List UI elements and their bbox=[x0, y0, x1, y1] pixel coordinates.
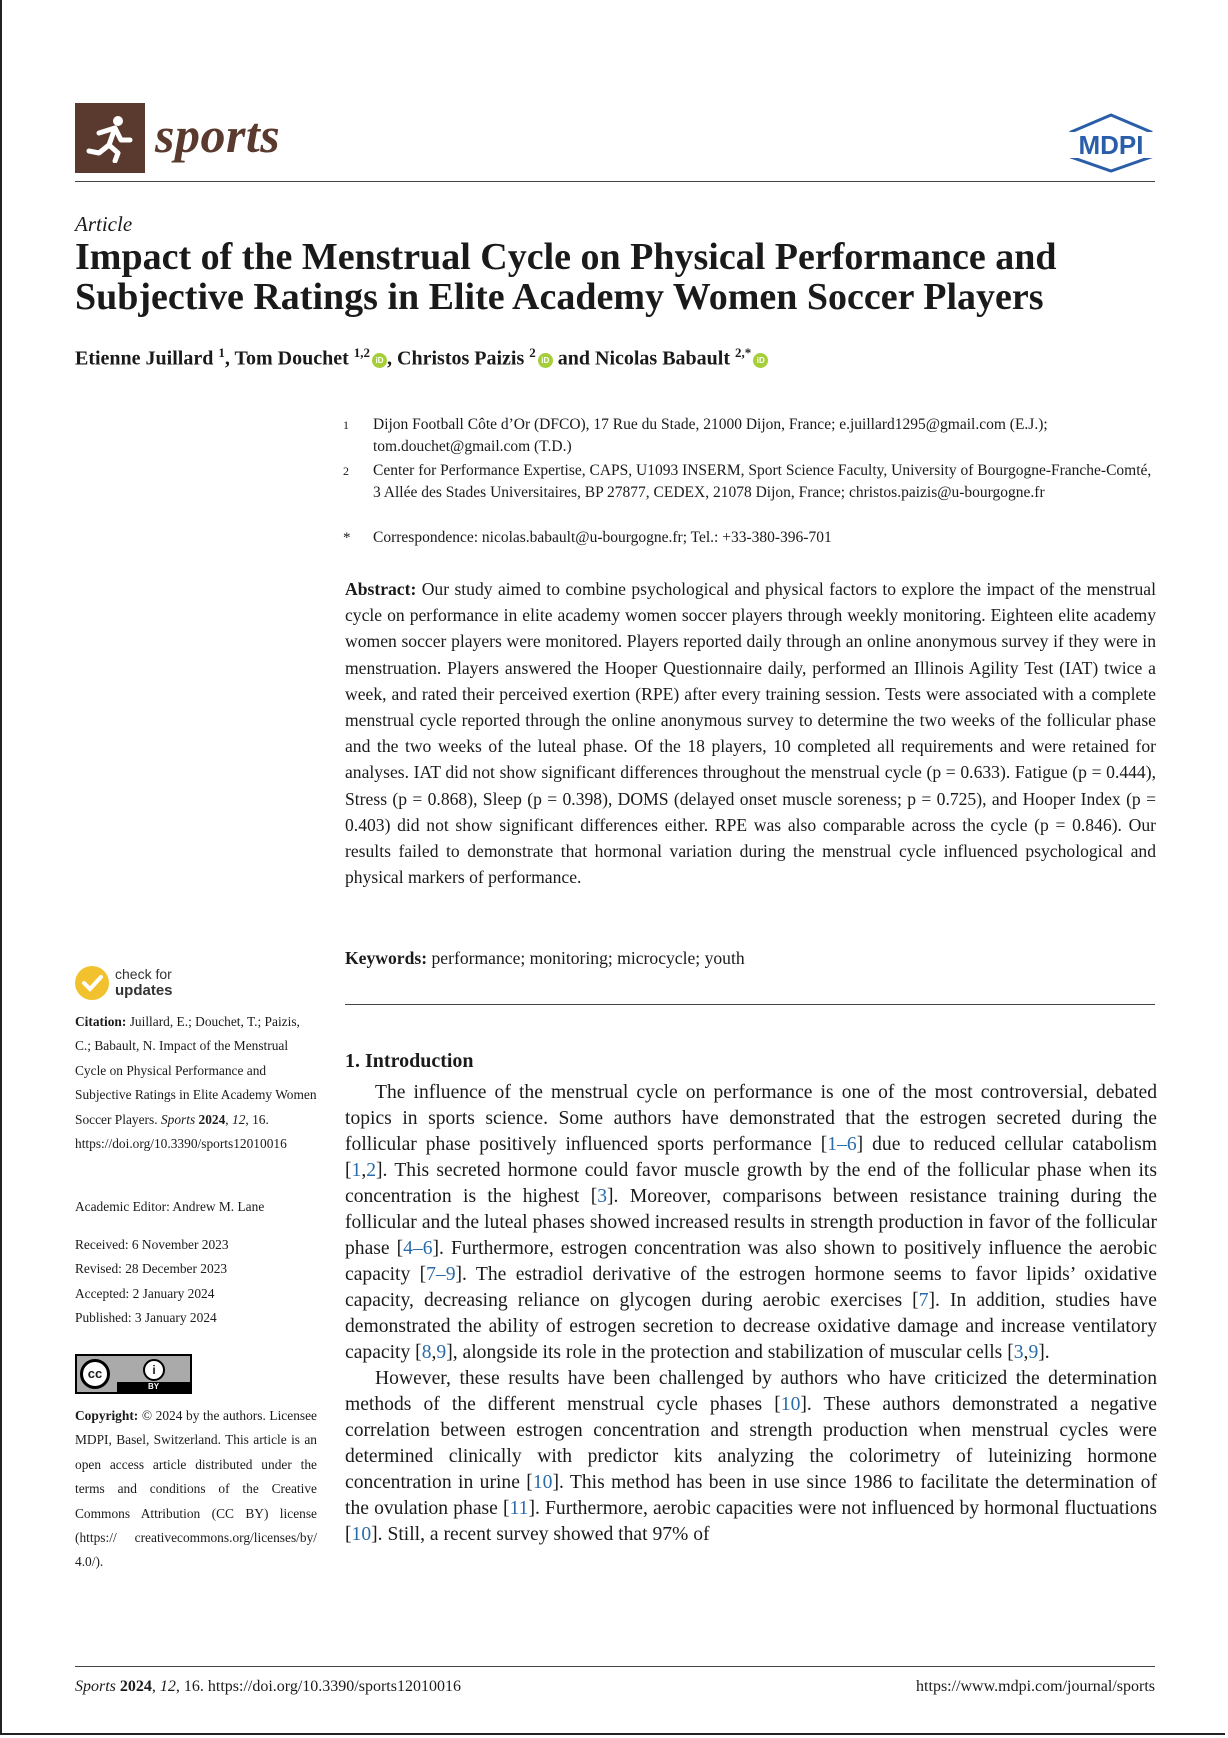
footer-rule bbox=[75, 1666, 1155, 1667]
author-separator: and bbox=[552, 347, 595, 370]
author-affiliation-sup: 1,2 bbox=[353, 345, 371, 360]
footer-doi[interactable]: , 16. https://doi.org/10.3390/sports12010016 bbox=[175, 1678, 461, 1695]
citation-link[interactable]: 11 bbox=[509, 1498, 529, 1519]
author-name: Christos Paizis bbox=[397, 347, 525, 370]
intro-text: ]. This method has been in use since 1986 to facilitate the determination of the ovulation phase [ bbox=[345, 1472, 1157, 1519]
article-type: Article bbox=[75, 212, 133, 236]
intro-text: ]. In addition, studies have demonstrated the ability of estrogen secretion to decrease oxidative damage and increase ventilatory capacity [ bbox=[345, 1290, 1157, 1363]
header-rule bbox=[75, 181, 1155, 182]
affiliation-text: Dijon Football Côte d’Or (DFCO), 17 Rue du Stade, 21000 Dijon, France; e.juillard1295@gmail.com (E.J.); tom.douchet@gmail.com (T.D.) bbox=[373, 416, 1048, 455]
keywords-label: Keywords: bbox=[345, 948, 428, 968]
orcid-icon[interactable]: iD bbox=[753, 353, 768, 368]
cc-by-license-badge[interactable] bbox=[75, 1354, 192, 1394]
cc-icon: cc bbox=[80, 1359, 110, 1389]
intro-text: ]. Still, a recent survey showed that 97% of bbox=[371, 1524, 710, 1545]
orcid-icon[interactable]: iD bbox=[538, 353, 553, 368]
intro-text: , bbox=[431, 1342, 437, 1363]
journal-name: sports bbox=[155, 107, 281, 163]
by-label: BY bbox=[117, 1382, 190, 1392]
copyright-label: Copyright: bbox=[75, 1408, 139, 1423]
intro-text: The influence of the menstrual cycle on performance is one of the most controversial, debated topics in sports science. Some authors have demonstrated that the estrogen secreted during the follicular phase positively influenced sports performance [ bbox=[345, 1082, 1157, 1155]
affiliation-mark: 2 bbox=[343, 464, 349, 478]
title-line: Subjective Ratings in Elite Academy Women Soccer Players bbox=[75, 276, 1044, 318]
affiliation-text: Center for Performance Expertise, CAPS, U1093 INSERM, Sport Science Faculty, University of Bourgogne-Franche-Comté, 3 Allée des Stades Universitaires, BP 27877, CEDEX, 21078 Dijon, France; christos.paizis@u-bourgogne.fr bbox=[373, 462, 1152, 501]
footer-volume: 12 bbox=[159, 1678, 176, 1695]
intro-text: ], alongside its role in the protection and stabilization of muscular cells [ bbox=[446, 1342, 1014, 1363]
academic-editor: Academic Editor: Andrew M. Lane bbox=[75, 1199, 265, 1214]
citation-link[interactable]: 2 bbox=[366, 1160, 377, 1181]
abstract bbox=[345, 576, 1156, 890]
citation-link[interactable]: 1–6 bbox=[827, 1134, 857, 1155]
copyright-text: © 2024 by the authors. Licensee MDPI, Basel, Switzerland. This article is an open access article distributed under the terms and conditions of the Creative Commons Attribution (CC BY) license (https:// creativecommons.org/licenses/by/ 4.0/). bbox=[75, 1408, 317, 1570]
footer-journal: Sports bbox=[75, 1678, 116, 1695]
check-icon bbox=[75, 966, 109, 1000]
intro-text: ] due to reduced cellular catabolism [ bbox=[345, 1134, 1157, 1181]
author-name: Nicolas Babault bbox=[595, 347, 731, 370]
citation-volume: 12 bbox=[232, 1111, 246, 1127]
keywords bbox=[345, 948, 745, 969]
date-received: Received: 6 November 2023 bbox=[75, 1237, 229, 1252]
title-line: Impact of the Menstrual Cycle on Physical Performance and bbox=[75, 236, 1057, 278]
mdpi-logo-text: MDPI bbox=[1078, 130, 1144, 160]
abstract-text: Our study aimed to combine psychological and physical factors to explore the impact of the menstrual cycle on performance in elite academy women soccer players through weekly monitoring. Eighteen elite academy women soccer players were monitored. Players reported daily through an online anonymous survey if they were in menstruation. Players answered the Hooper Questionnaire daily, performed an Illinois Agility Test (IAT) twice a week, and rated their perceived exertion (RPE) after every training session. Tests were associated with a complete menstrual cycle reported through the online anonymous survey to determine the two weeks of the follicular phase and the two weeks of the luteal phase. Of the 18 players, 10 completed all requirements and were retained for analyses. IAT did not show significant differences throughout the menstrual cycle (p = 0.633). Fatigue (p = 0.444), Stress (p = 0.868), Sleep (p = 0.398), DOMS (delayed onset muscle soreness; p = 0.725), and Hooper Index (p = 0.403) did not show significant differences either. RPE was also comparable across the cycle (p = 0.846). Our results failed to demonstrate that hormonal variation during the menstrual cycle influenced psychological and physical markers of performance. bbox=[345, 579, 1156, 888]
date-accepted: Accepted: 2 January 2024 bbox=[75, 1285, 215, 1301]
author-name: Etienne Juillard bbox=[75, 347, 214, 370]
footer-journal-url[interactable]: https://www.mdpi.com/journal/sports bbox=[916, 1678, 1155, 1695]
check-updates-line1: check for bbox=[115, 966, 172, 982]
intro-text: ]. These authors demonstrated a negative correlation between estrogen concentration and strength production when menstrual cycles were determined clinically with predictor kits analyzing the colorimetry of luteinizing hormone concentration in urine [ bbox=[345, 1394, 1157, 1493]
author-list bbox=[75, 345, 768, 371]
footer-year: 2024 bbox=[119, 1678, 152, 1695]
intro-paragraph bbox=[345, 1080, 1157, 1366]
mdpi-logo-icon bbox=[1066, 112, 1156, 179]
affiliation-mark: * bbox=[343, 530, 351, 546]
citation-link[interactable]: 3 bbox=[1013, 1342, 1024, 1363]
citation-label: Citation: bbox=[75, 1014, 127, 1029]
citation-link[interactable]: 9 bbox=[436, 1342, 447, 1363]
citation-link[interactable]: 4–6 bbox=[403, 1238, 433, 1259]
affiliation-mark: 1 bbox=[343, 418, 349, 432]
citation-link[interactable]: 1 bbox=[351, 1160, 362, 1181]
citation-link[interactable]: 10 bbox=[780, 1394, 801, 1415]
article-title bbox=[75, 237, 1165, 317]
author-affiliation-sup: 2 bbox=[529, 345, 536, 360]
copyright-block bbox=[75, 1404, 317, 1575]
citation-link[interactable]: 8 bbox=[421, 1342, 432, 1363]
intro-text: ]. Furthermore, estrogen concentration was also shown to positively influence the aerobic capacity [ bbox=[345, 1238, 1157, 1285]
date-revised: Revised: 28 December 2023 bbox=[75, 1261, 228, 1277]
check-updates-line2: updates bbox=[115, 982, 173, 999]
intro-text: ]. This secreted hormone could favor muscle growth by the end of the follicular phase when its concentration is the highest [ bbox=[345, 1160, 1157, 1207]
abstract-label: Abstract: bbox=[345, 579, 417, 599]
affiliation-2 bbox=[345, 460, 1160, 504]
citation-block: Citation: Juillard, E.; Douchet, T.; Paizis, C.; Babault, N. Impact of the Menstrual Cycle on Physical Performance and Subjective Ratings in Elite Academy Women Soccer Players. Sports 2024, 12, 16. https://doi.org/10.3390/sports12010016 bbox=[75, 1014, 317, 1152]
intro-paragraph bbox=[345, 1366, 1157, 1548]
introduction-body bbox=[345, 1080, 1157, 1548]
intro-text: ]. bbox=[1038, 1342, 1050, 1363]
section-heading-introduction: 1. Introduction bbox=[345, 1050, 474, 1072]
author-separator: , bbox=[387, 347, 398, 370]
author-affiliation-sup: 2,* bbox=[735, 345, 752, 360]
date-published: Published: 3 January 2024 bbox=[75, 1310, 217, 1326]
journal-logo-icon bbox=[75, 103, 145, 173]
citation-doi[interactable]: , 16. https://doi.org/10.3390/sports12010016 bbox=[75, 1111, 287, 1152]
affiliation-1 bbox=[345, 414, 1160, 458]
intro-text: ]. Moreover, comparisons between resistance training during the follicular and the luteal phases showed increased results in strength production in favor of the follicular phase [ bbox=[345, 1186, 1157, 1259]
keywords-text: performance; monitoring; microcycle; youth bbox=[431, 948, 745, 968]
citation-journal: Sports bbox=[160, 1111, 196, 1127]
citation-link[interactable]: 10 bbox=[532, 1472, 553, 1493]
footer-citation: Sports 2024, 12, 16. https://doi.org/10.3390/sports12010016 bbox=[75, 1678, 461, 1695]
citation-link[interactable]: 7–9 bbox=[426, 1264, 456, 1285]
intro-text: , bbox=[361, 1160, 367, 1181]
intro-text: ]. Furthermore, aerobic capacities were not influenced by hormonal fluctuations [ bbox=[345, 1498, 1157, 1545]
abstract-rule bbox=[345, 1004, 1155, 1005]
intro-text: , bbox=[1023, 1342, 1029, 1363]
citation-link[interactable]: 10 bbox=[351, 1524, 372, 1545]
affiliation-text: Correspondence: nicolas.babault@u-bourgogne.fr; Tel.: +33-380-396-701 bbox=[373, 529, 832, 546]
correspondence bbox=[345, 527, 1160, 549]
citation-link[interactable]: 7 bbox=[918, 1290, 929, 1311]
intro-text: However, these results have been challenged by authors who have criticized the determination methods of the different menstrual cycle phases [ bbox=[345, 1368, 1157, 1415]
orcid-icon[interactable]: iD bbox=[372, 353, 387, 368]
citation-year: 2024 bbox=[198, 1111, 226, 1127]
author-separator: , bbox=[224, 347, 235, 370]
author-affiliation-sup: 1 bbox=[218, 345, 225, 360]
dates-block bbox=[75, 1233, 317, 1331]
author-name: Tom Douchet bbox=[234, 347, 349, 370]
citation-link[interactable]: 9 bbox=[1028, 1342, 1039, 1363]
citation-text: Juillard, E.; Douchet, T.; Paizis, C.; Babault, N. Impact of the Menstrual Cycle on Physical Performance and Subjective Ratings in Elite Academy Women Soccer Players. bbox=[75, 1014, 317, 1127]
citation-link[interactable]: 3 bbox=[597, 1186, 608, 1207]
attribution-icon: i bbox=[143, 1359, 165, 1381]
intro-text: ]. The estradiol derivative of the estrogen hormone seems to favor lipids’ oxidative capacity, decreasing reliance on glycogen during aerobic exercises [ bbox=[345, 1264, 1157, 1311]
